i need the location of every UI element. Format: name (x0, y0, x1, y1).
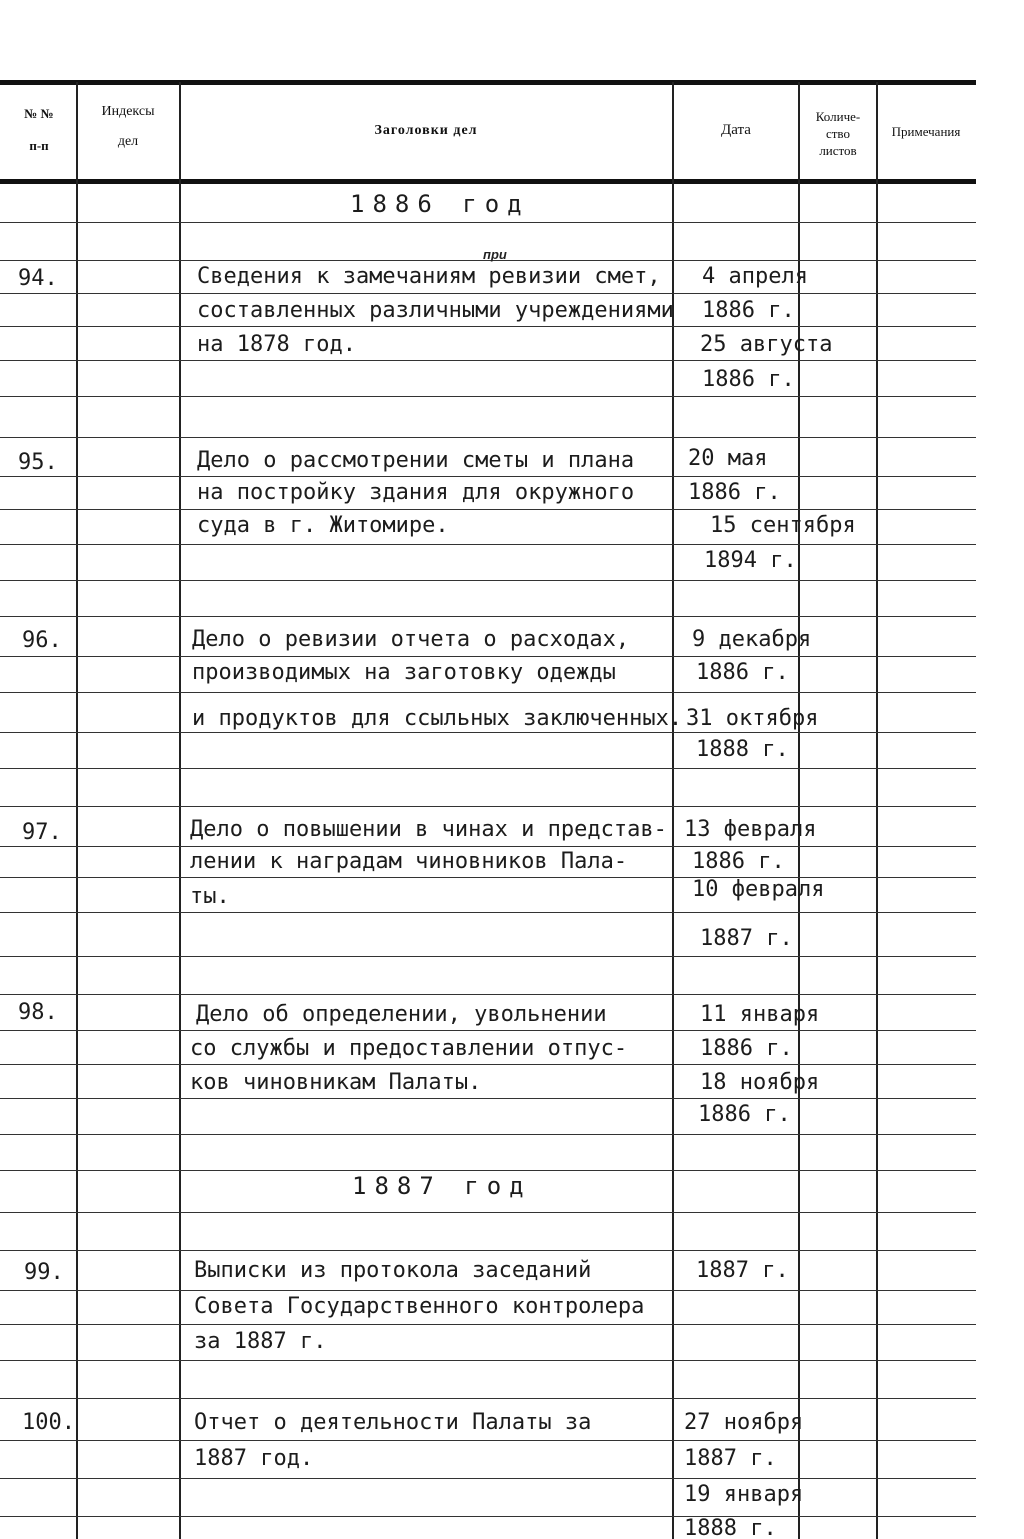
entry-date-line: 20 мая (688, 446, 768, 471)
entry-title-line: Выписки из протокола заседаний (194, 1258, 592, 1283)
entry-date-line: 1894 г. (704, 548, 797, 573)
entry-date-line: 27 ноября (684, 1410, 804, 1435)
entry-date-line: 25 августа (700, 332, 833, 357)
ruled-line (0, 1478, 976, 1479)
entry-number: 97. (22, 820, 62, 845)
ruled-line (0, 1212, 976, 1213)
ruled-line (0, 580, 976, 581)
ruled-line (0, 692, 976, 693)
entry-date-line: 1888 г. (696, 737, 789, 762)
entry-title-line: за 1887 г. (194, 1329, 327, 1354)
column-divider (798, 82, 800, 1539)
entry-title-line: Дело о рассмотрении сметы и плана (197, 448, 635, 473)
entry-date-line: 31 октября (686, 706, 819, 731)
ruled-line (0, 1324, 976, 1325)
ruled-line (0, 293, 976, 294)
entry-date-line: 1886 г. (700, 1036, 793, 1061)
entry-date-line: 10 февраля (692, 877, 825, 902)
ruled-line (0, 437, 976, 438)
entry-title-line: Дело о ревизии отчета о расходах, (192, 627, 630, 652)
ruled-line (0, 1440, 976, 1441)
ruled-line (0, 806, 976, 807)
ruled-line (0, 360, 976, 361)
column-divider (76, 82, 78, 1539)
entry-date-line: 11 января (700, 1002, 820, 1027)
ruled-line (0, 1030, 976, 1031)
ruled-line (0, 1170, 976, 1171)
year-heading-1886: 1886 год (350, 190, 530, 218)
entry-date-line: 4 апреля (702, 264, 808, 289)
entry-date-line: 1887 г. (696, 1258, 789, 1283)
entry-date-line: 1886 г. (692, 849, 785, 874)
entry-date-line: 1887 г. (684, 1446, 777, 1471)
entry-title-line: Отчет о деятельности Палаты за (194, 1410, 592, 1435)
ruled-line (0, 1250, 976, 1251)
entry-title-line: составленных различными учреждениями (197, 298, 674, 323)
ruled-line (0, 1290, 976, 1291)
entry-number: 98. (18, 1000, 58, 1025)
ruled-line (0, 509, 976, 510)
ruled-line (0, 1398, 976, 1399)
column-divider (876, 82, 878, 1539)
header-rule (0, 179, 976, 184)
entry-number: 95. (18, 450, 58, 475)
entry-date-line: 19 января (684, 1482, 804, 1507)
entry-title-line: лении к наградам чиновников Пала- (190, 849, 628, 874)
entry-title-line: и продуктов для ссыльных заключенных. (192, 706, 683, 731)
entry-date-line: 9 декабря (692, 627, 812, 652)
entry-date-line: 1886 г. (702, 367, 795, 392)
entry-date-line: 1886 г. (698, 1102, 791, 1127)
ruled-line (0, 1516, 976, 1517)
entry-date-line: 1887 г. (700, 926, 793, 951)
entry-date-line: 1888 г. (684, 1516, 777, 1539)
ruled-line (0, 656, 976, 657)
ruled-line (0, 396, 976, 397)
entry-title-line: на постройку здания для окружного (197, 480, 635, 505)
column-divider (179, 82, 181, 1539)
entry-date-line: 1886 г. (688, 480, 781, 505)
ruled-line (0, 222, 976, 223)
entry-title-line: Дело о повышении в чинах и представ- (190, 817, 667, 842)
ruled-line (0, 956, 976, 957)
entry-date-line: 18 ноября (700, 1070, 820, 1095)
entry-title-line: производимых на заготовку одежды (192, 660, 616, 685)
ruled-line (0, 616, 976, 617)
ruled-line (0, 476, 976, 477)
ruled-line (0, 732, 976, 733)
entry-title-line: Дело об определении, увольнении (196, 1002, 607, 1027)
entry-number: 96. (22, 628, 62, 653)
ruled-line (0, 768, 976, 769)
entry-title-line: ков чиновникам Палаты. (190, 1070, 482, 1095)
ruled-line (0, 994, 976, 995)
ruled-line (0, 1098, 976, 1099)
header-sheets: Количе- ство листов (815, 109, 861, 158)
ruled-line (0, 326, 976, 327)
header-index: Индексы дел (101, 104, 155, 149)
entry-number: 100. (22, 1410, 75, 1435)
entry-title-line: Сведения к замечаниям ревизии смет, (197, 264, 661, 289)
entry-title-line: Совета Государственного контролера (194, 1294, 645, 1319)
entry-number: 94. (18, 266, 58, 291)
entry-title-line: со службы и предоставлении отпус- (190, 1036, 628, 1061)
ruled-line (0, 912, 976, 913)
year-heading-1887: 1887 год (352, 1172, 532, 1200)
entry-date-line: 15 сентября (710, 513, 856, 538)
ruled-line (0, 877, 976, 878)
entry-date-line: 13 февраля (684, 817, 817, 842)
header-num: № № п-п (24, 106, 54, 153)
entry-number: 99. (24, 1260, 64, 1285)
header-date: Дата (721, 122, 751, 138)
entry-title-line: 1887 год. (194, 1446, 314, 1471)
top-rule (0, 80, 976, 85)
ruled-line (0, 544, 976, 545)
entry-date-line: 1886 г. (702, 298, 795, 323)
header-notes: Примечания (891, 124, 961, 139)
entry-title-line: суда в г. Житомире. (197, 513, 449, 538)
handwritten-insert: при (483, 247, 507, 262)
ruled-line (0, 846, 976, 847)
entry-title-line: ты. (190, 884, 230, 909)
entry-title-line: на 1878 год. (197, 332, 356, 357)
header-title: Заголовки дел (374, 123, 478, 138)
ruled-line (0, 1064, 976, 1065)
entry-date-line: 1886 г. (696, 660, 789, 685)
ruled-line (0, 1360, 976, 1361)
ruled-line (0, 1134, 976, 1135)
